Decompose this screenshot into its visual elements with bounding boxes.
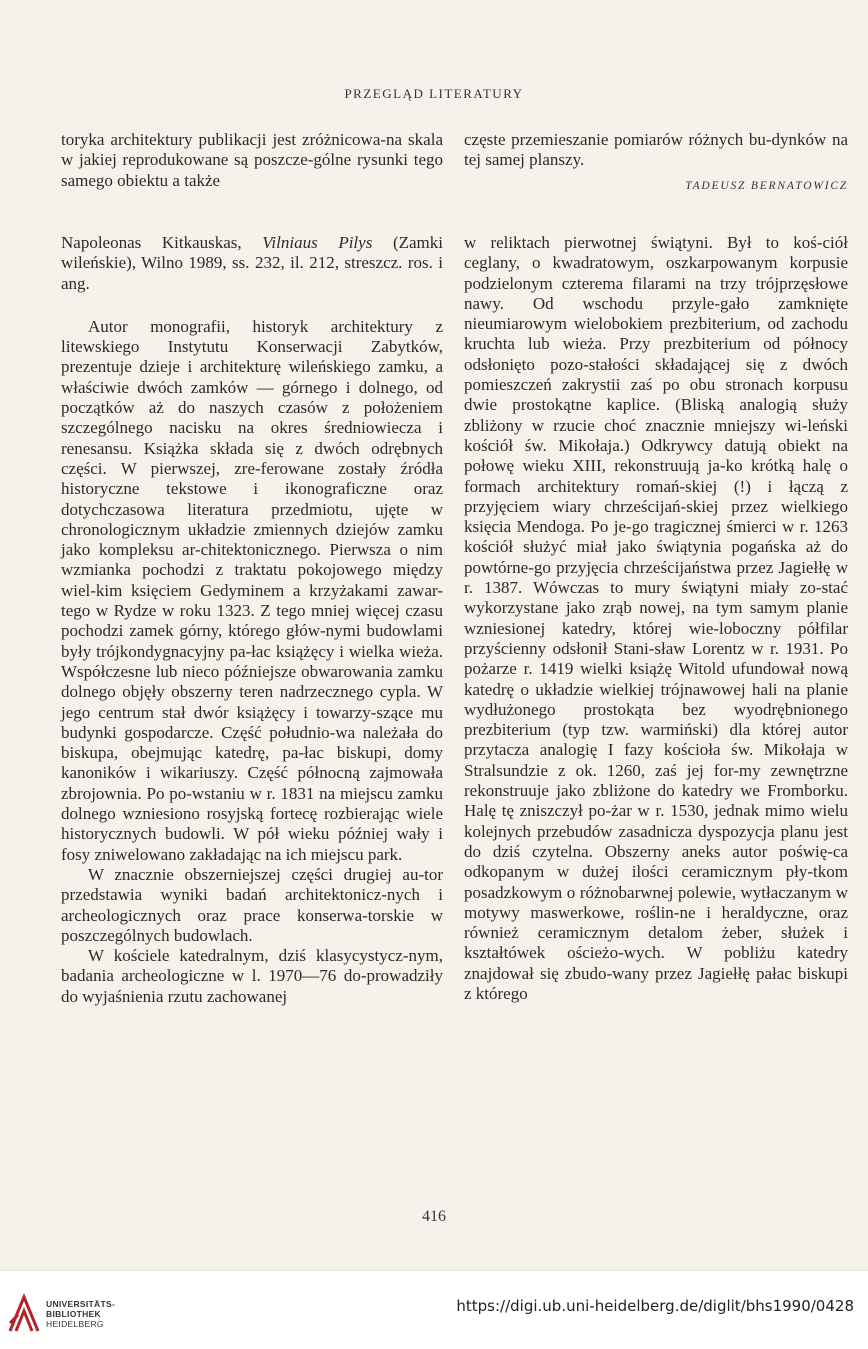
left-paragraph-3: W znacznie obszerniejszej części drugiej au-tor przedstawia wyniki badań architektonicz-nych i archeologicznych oraz prace konserwa-torskie w poszczególnych budowlach. [61, 864, 443, 945]
right-column-top [464, 130, 848, 171]
running-header: PRZEGLĄD LITERATURY [344, 86, 524, 101]
left-column-review [61, 233, 443, 1007]
bib-title: Vilniaus Pilys [262, 233, 373, 252]
left-paragraph-continuation: toryka architektury publikacji jest zróżnicowa-na skala w jakiej reprodukowane są poszcze-gólne rysunki tego samego obiektu a także [61, 130, 443, 190]
library-name[interactable] [46, 1299, 115, 1329]
reviewer-signature: TADEUSZ BERNATOWICZ [685, 180, 848, 192]
bib-author: Napoleonas Kitkauskas, [61, 233, 263, 252]
left-paragraph-4: W kościele katedralnym, dziś klasycystycz-nym, badania archeologiczne w l. 1970—76 do-prowadziły do wyjaśnienia rzutu zachowanej [61, 946, 443, 1006]
logo-line-1: UNIVERSITÄTS- [46, 1299, 116, 1309]
left-paragraph-2: Autor monografii, historyk architektury z litewskiego Instytutu Konserwacji Zabytków, prezentuje dzieje i architekturę wileńskiego zamku, a właściwie dwóch zamków — górnego i dolnego, od początków aż do naszych czasów z położeniem szczególnego nacisku na okres średniowiecza i renesansu. Książka składa się z dwóch odrębnych części. W pierwszej, zre-ferowane zostały źródła historyczne tekstowe i ikonograficzne oraz dotychczasowa literatura przedmiotu, ujęte w chronologicznym układzie zmiennych dziejów zamku jako kompleksu ar-chitektonicznego. Pierwsza o nim wzmianka pochodzi z traktatu pokojowego między wiel-kim księciem Gedyminem a krzyżakami zawar-tego w Rydze w roku 1323. Z tego mniej więcej czasu pochodzi zamek górny, którego głów-nymi budowlami były trójkondygnacyjny pa-łac książęcy i wielka wieża. Współczesne lub nieco późniejsze obwarowania zamku dolnego objęły obszerny teren nadrzecznego cypla. W jego centrum stał dwór książęcy i towarzy-szące mu budynki gospodarcze. Część południo-wa należała do biskupa, obejmując katedrę, pa-łac biskupi, domy kanoników i wikariuszy. Część północną zajmowała zbrojownia. Po po-wstaniu w r. 1831 na miejscu zamku dolnego wzniesiono rosyjską fortecę rozbierając wiele historycznych budowli. W pół wieku później wały i fosy zniwelowano zakładając na ich miejscu park. [61, 316, 443, 864]
footer-bar [0, 1270, 868, 1349]
left-column [61, 130, 443, 191]
right-paragraph-1: częste przemieszanie pomiarów różnych bu-dynków na tej samej planszy. [464, 130, 848, 170]
logo-line-2: BIBLIOTHEK [46, 1309, 101, 1319]
page-number: 416 [422, 1208, 446, 1225]
right-paragraph-2: w reliktach pierwotnej świątyni. Był to koś-ciół ceglany, o kwadratowym, oszkarpowanym korpusie podzielonym czterema filarami na trzy trójprzęsłowe nawy. Od wschodu przyle-gało zamknięte nieumiarowym wielobokiem prezbiterium, od zachodu kruchta lub wieża. Przy prezbiterium od północy odsłonięto pozo-stałości składającej się z dwóch pomieszczeń zakrystii zaś po obu stronach korpusu dwie prostokątne kaplice. (Bliską analogią służy zbliżony w rzucie choć znacznie mniejszy wi-leński kościół św. Mikołaja.) Odkrywcy datują obiekt na połowę wieku XIII, rekonstruują ja-ko krótką halę o formach architektury romań-skiej (!) i łączą z przyjęciem wiary chrześcijań-skiej przez wielkiego księcia Mendoga. Po je-go tragicznej śmierci w r. 1263 kościół służyć miał jako świątynia pogańska aż do powtórne-go przyjęcia chrześcijaństwa przez Jagiełłę w r. 1387. Wówczas to mury świątyni miały zo-stać wykorzystane jako zrąb nowej, na tym samym planie wzniesionej katedry, której wie-loboczny półfilar przyścienny odsłonił Stani-sław Lorentz w r. 1931. Po pożarze r. 1419 wielki książę Witold ufundował nową katedrę o układzie wielkiej trójnawowej hali na planie wydłużonego prostokąta bez wyodrębnionego prezbiterium (typ tzw. warmiński) dla której autor przytacza analogię I fazy kościoła św. Mikołaja w Stralsundzie z ok. 1260, zaś jej for-my zewnętrzne rekonstruuje jako zbliżone do katedry we Fromborku. Halę tę zniszczył po-żar w r. 1530, jednak mimo wielu kolejnych przebudów zasadnicza dyspozycja planu jest do dziś czytelna. Obszerny aneks autor poświę-ca odkopanym w dużej ilości ceramicznym pły-tkom posadzkowym o różnobarwnej polewie, wytłaczanym w motywy maswerkowe, roślin-ne i heraldyczne, oraz również ceramicznym detalom żeber, służek i kształtówek ościeżo-wych. W pobliżu katedry znajdował się zbudo-wany przez Jagiełłę pałac biskupi z którego [464, 233, 848, 1003]
bib-details: (Zamki wileńskie), Wilno 1989, ss. 232, il. 212, streszcz. ros. i ang. [61, 233, 443, 293]
logo-line-3: HEIDELBERG [46, 1319, 104, 1329]
document-url-link[interactable]: https://digi.ub.uni-heidelberg.de/diglit/bhs1990/0428 [456, 1297, 854, 1315]
bibliographic-entry [61, 233, 443, 294]
right-column [464, 233, 848, 1004]
university-library-logo-icon[interactable] [7, 1293, 41, 1333]
